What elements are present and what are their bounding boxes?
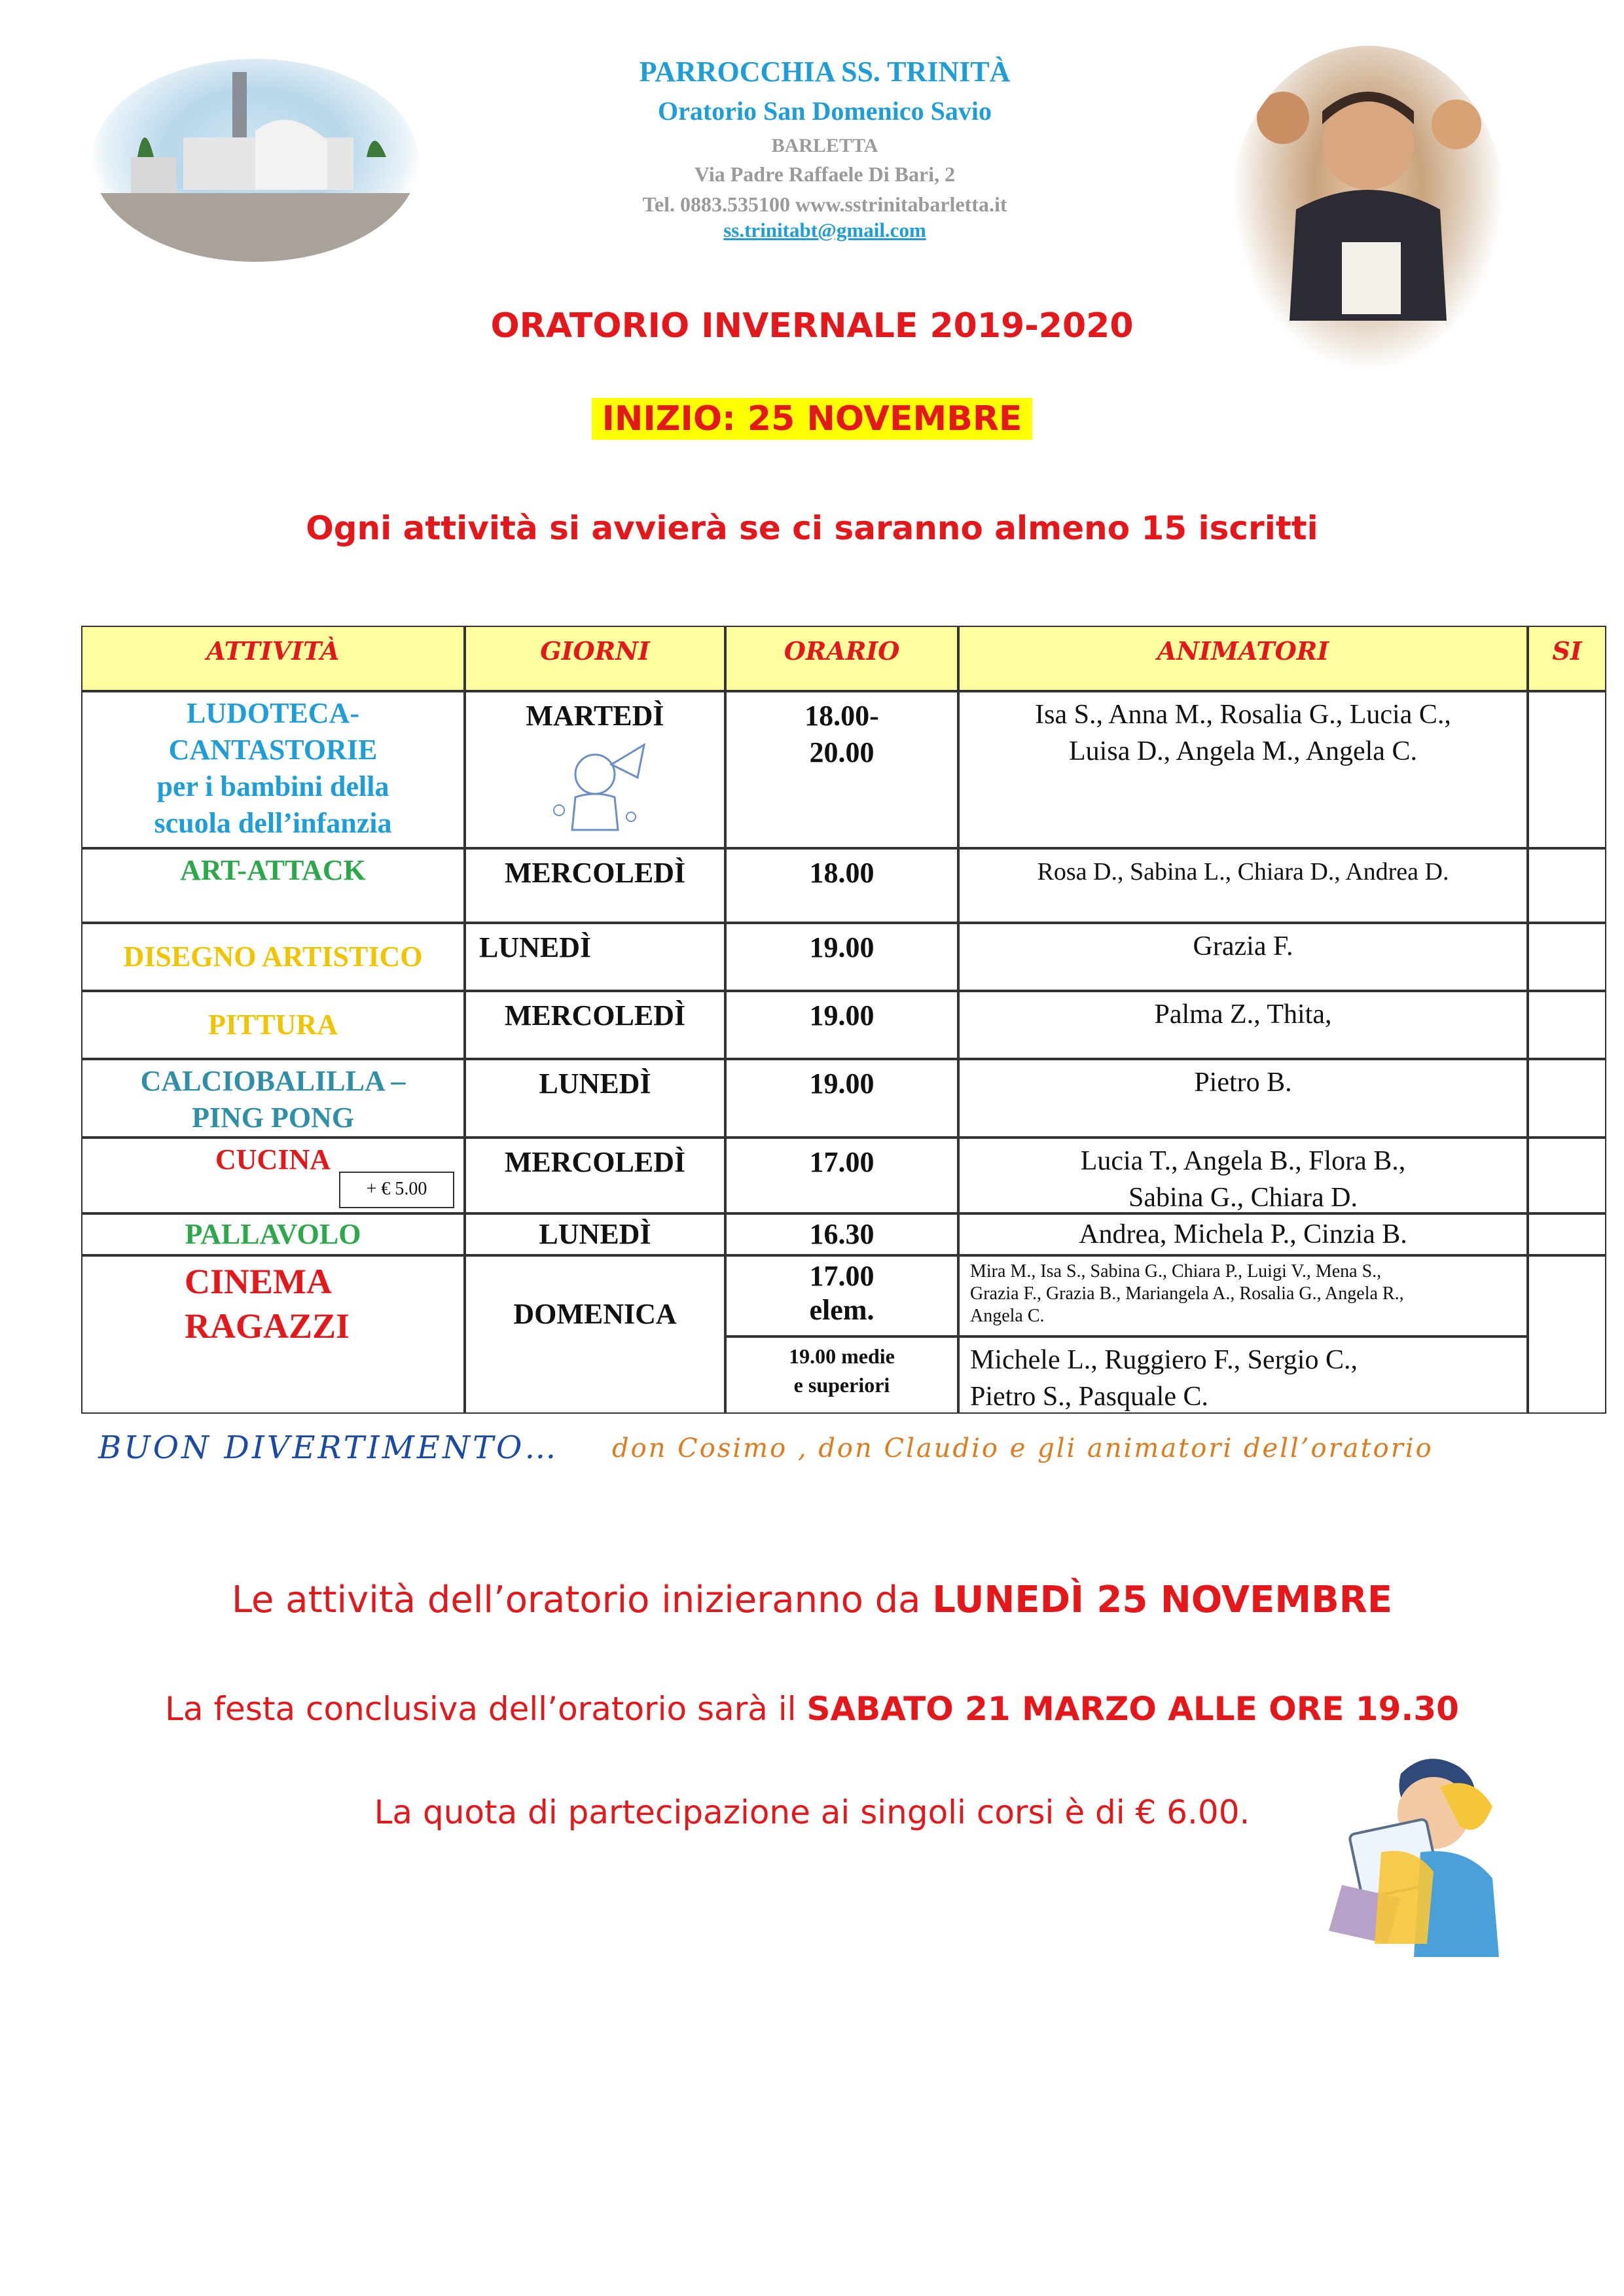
fee-message: La quota di partecipazione ai singoli corsi è di € 6.00. — [374, 1793, 1250, 1831]
page-title: ORATORIO INVERNALE 2019-2020 — [490, 306, 1134, 346]
parish-name: PARROCCHIA SS. TRINITÀ — [639, 56, 1011, 88]
day-cell: MERCOLEDÌ — [465, 991, 725, 1059]
time-cell: 18.00 — [725, 848, 958, 923]
si-cell[interactable] — [1528, 1138, 1606, 1213]
animators-cell: Pietro B. — [958, 1059, 1528, 1138]
enrollment-notice: Ogni attività si avvierà se ci saranno almeno 15 iscritti — [306, 509, 1318, 547]
animators-cell: Andrea, Michela P., Cinzia B. — [958, 1213, 1528, 1255]
table-header — [81, 626, 1582, 691]
activity-cell: ART-ATTACK — [81, 848, 465, 923]
animators-cell: Rosa D., Sabina L., Chiara D., Andrea D. — [958, 848, 1528, 923]
table-row — [81, 1255, 1521, 1414]
final-party-date: SABATO 21 MARZO ALLE ORE 19.30 — [806, 1690, 1459, 1728]
extra-fee-badge: + € 5.00 — [339, 1172, 454, 1208]
activity-cell: PALLAVOLO — [81, 1213, 465, 1255]
si-cell[interactable] — [1528, 1255, 1606, 1414]
table-row — [81, 991, 1521, 1059]
activity-cell: PITTURA — [81, 991, 465, 1059]
header-animators: ANIMATORI — [958, 626, 1528, 691]
time-cell: 19.00 — [725, 991, 958, 1059]
time-cell: 17.00 elem. — [725, 1255, 958, 1336]
schedule-table — [81, 626, 1582, 1414]
table-row — [81, 1138, 1521, 1213]
day-cell: LUNEDÌ — [465, 1213, 725, 1255]
si-cell[interactable] — [1528, 991, 1606, 1059]
footer-signature: don Cosimo , don Claudio e gli animatori dell’oratorio — [612, 1433, 1434, 1463]
day-cell — [465, 691, 725, 848]
cartoon-illustration — [539, 738, 651, 836]
day-cell: LUNEDÌ — [465, 1059, 725, 1138]
final-party-message — [0, 1690, 1624, 1728]
header-days: GIORNI — [465, 626, 725, 691]
time-cell: 19.00 — [725, 923, 958, 991]
animators-cell: Isa S., Anna M., Rosalia G., Lucia C., Luisa D., Angela M., Angela C. — [958, 691, 1528, 848]
animators-cell: Grazia F. — [958, 923, 1528, 991]
table-row — [81, 848, 1521, 923]
table-row — [81, 1059, 1521, 1138]
table-row — [81, 923, 1521, 991]
final-party-text: La festa conclusiva dell’oratorio sarà il — [165, 1690, 807, 1728]
start-message — [0, 1579, 1624, 1621]
si-cell[interactable] — [1528, 691, 1606, 848]
animators-cell: Michele L., Ruggiero F., Sergio C., Pietro S., Pasquale C. — [958, 1336, 1528, 1414]
day-cell: MERCOLEDÌ — [465, 848, 725, 923]
email-link[interactable]: ss.trinitabt@gmail.com — [723, 219, 926, 242]
day-cell: LUNEDÌ — [465, 923, 725, 991]
activity-cell: DISEGNO ARTISTICO — [81, 923, 465, 991]
animators-cell: Lucia T., Angela B., Flora B., Sabina G., Chiara D. — [958, 1138, 1528, 1213]
time-cell: 16.30 — [725, 1213, 958, 1255]
activity-cell — [81, 1138, 465, 1213]
contacts: Tel. 0883.535100 www.sstrinitabarletta.it — [642, 192, 1007, 216]
day-label: MARTEDÌ — [526, 700, 664, 732]
time-cell: 19.00 medie e superiori — [725, 1336, 958, 1414]
time-cell: 18.00- 20.00 — [725, 691, 958, 848]
header-activity: ATTIVITÀ — [81, 626, 465, 691]
header-time: ORARIO — [725, 626, 958, 691]
start-date: INIZIO: 25 NOVEMBRE — [592, 398, 1033, 440]
animators-cell: Palma Z., Thita, — [958, 991, 1528, 1059]
table-row — [81, 691, 1521, 848]
address: Via Padre Raffaele Di Bari, 2 — [694, 162, 956, 186]
footer-greeting: BUON DIVERTIMENTO… — [98, 1429, 559, 1466]
city: BARLETTA — [771, 135, 878, 156]
si-cell[interactable] — [1528, 1059, 1606, 1138]
church-photo — [92, 59, 419, 262]
day-cell: DOMENICA — [465, 1255, 725, 1414]
activity-label: CUCINA — [215, 1143, 331, 1175]
day-cell: MERCOLEDÌ — [465, 1138, 725, 1213]
kids-illustration — [1303, 1748, 1512, 1970]
start-message-date: LUNEDÌ 25 NOVEMBRE — [932, 1579, 1393, 1621]
oratory-name: Oratorio San Domenico Savio — [658, 96, 992, 126]
header-si: SI — [1528, 626, 1606, 691]
si-cell[interactable] — [1528, 848, 1606, 923]
activity-cell: LUDOTECA- CANTASTORIE per i bambini della scuola dell’infanzia — [81, 691, 465, 848]
start-message-text: Le attività dell’oratorio inizieranno da — [231, 1579, 933, 1621]
activity-cell: CALCIOBALILLA – PING PONG — [81, 1059, 465, 1138]
activity-cell: CINEMA RAGAZZI — [81, 1255, 465, 1414]
si-cell[interactable] — [1528, 923, 1606, 991]
table-row — [81, 1213, 1521, 1255]
time-cell: 17.00 — [725, 1138, 958, 1213]
animators-cell: Mira M., Isa S., Sabina G., Chiara P., Luigi V., Mena S., Grazia F., Grazia B., Mariangela A., Rosalia G., Angela R., Angela C. — [958, 1255, 1528, 1336]
si-cell[interactable] — [1528, 1213, 1606, 1255]
time-cell: 19.00 — [725, 1059, 958, 1138]
